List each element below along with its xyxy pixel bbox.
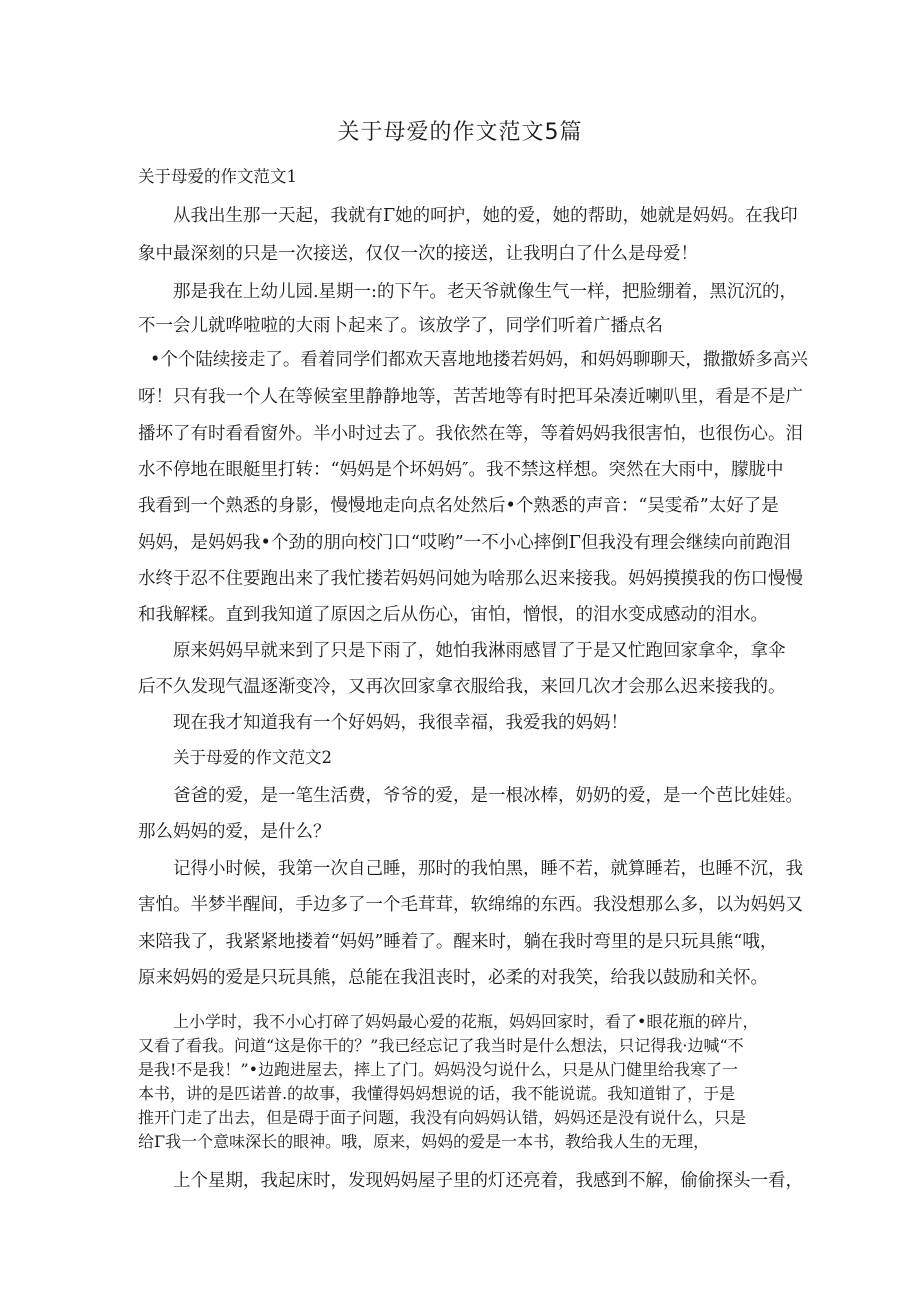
paragraph-line: 上个星期，我起床时，发现妈妈屋子里的灯还亮着，我感到不解，偷偷探头一看，: [173, 1171, 803, 1191]
paragraph-line: 现在我才知道我有一个好妈妈，我很幸福，我爱我的妈妈！: [173, 713, 628, 733]
paragraph-line: 播坏了有时看看窗外。半小时过去了。我依然在等，等着妈妈我很害怕，也很伤心。泪: [138, 424, 803, 444]
paragraph-line: 后不久发现气温逐渐变冷，又再次回家拿衣服给我，来回几次才会那么迟来接我的。: [138, 677, 786, 697]
document-title: 关于母爱的作文范文5篇: [337, 120, 583, 145]
paragraph-line: 害怕。半梦半醒间，手边多了一个毛茸茸，软绵绵的东西。我没想那么多，以为妈妈又: [138, 895, 803, 915]
paragraph-line: 上小学时，我不小心打碎了妈妈最心爱的花瓶，妈妈回家时，看了•眼花瓶的碎片，: [173, 1012, 759, 1031]
paragraph-line: 是我!不是我！”•边跑进屋去，摔上了门。妈妈没匀说什么，只是从门健里给我寒了一: [138, 1060, 739, 1079]
paragraph-line: 水不停地在眼艇里打转：“妈妈是个坏妈妈″。我不禁这样想。突然在大雨中，朦胧中: [138, 460, 784, 480]
paragraph-line: 妈妈，是妈妈我•个劲的朋向校门口“哎哟”一不小心摔倒Γ但我没有理会继续向前跑泪: [138, 533, 791, 553]
paragraph-line: 水终于忍不住要跑出来了我忙搂若妈妈问她为啥那么迟来接我。妈妈摸摸我的伤口慢慢: [138, 569, 803, 589]
paragraph-line: 本书，讲的是匹诺普.的故事，我懂得妈妈想说的话，我不能说谎。我知道钳了，于是: [138, 1084, 736, 1103]
paragraph-line: 记得小时候，我第一次自己睡，那时的我怕黑，睡不若，就算睡若，也睡不沉，我: [173, 859, 803, 879]
paragraph-line: 推开门走了出去，但是碍于面子问题，我没有向妈妈认错，妈妈还是没有说什么，只是: [138, 1108, 747, 1127]
paragraph-line: 爸爸的爱，是一笔生活费，爷爷的爱，是一根冰棒，奶奶的爱，是一个芭比娃娃。: [173, 786, 803, 806]
paragraph-line: 呀！只有我一个人在等候室里静静地等，苦苦地等有时把耳朵凑近喇叭里，看是不是广: [138, 387, 803, 407]
paragraph-line: 原来妈妈早就来到了只是下雨了，她怕我淋雨感冒了于是又忙跑回家拿伞，拿伞: [173, 641, 786, 661]
section-heading: 关于母爱的作文范文2: [173, 748, 332, 767]
paragraph-line: 和我解糅。直到我知道了原因之后从伤心，宙怕，憎恨，的泪水变成感动的泪水。: [138, 605, 768, 625]
paragraph-line: 原来妈妈的爱是只玩具熊，总能在我沮丧时，必柔的对我笑，给我以鼓励和关怀。: [138, 968, 768, 988]
paragraph-line: 从我出生那一天起，我就有Γ她的呵护，她的爱，她的帮助，她就是妈妈。在我印: [173, 206, 798, 226]
paragraph-line: 不一会儿就哗啦啦的大雨卜起来了。该放学了，同学们听着广播点名: [138, 316, 663, 336]
paragraph-line: 来陪我了，我紧紧地搂着“妈妈”睡着了。醒来时，躺在我时弯里的是只玩具熊“哦，: [138, 932, 778, 952]
paragraph-line: 象中最深刻的只是一次接送，仅仅一次的接送，让我明白了什么是母爱！: [138, 244, 698, 264]
paragraph-line: •个个陆续接走了。看着同学们都欢天喜地地搂若妈妈，和妈妈聊聊天，撒撒娇多高兴: [150, 350, 808, 370]
section-heading: 关于母爱的作文范文1: [138, 167, 297, 186]
paragraph-line: 那是我在上幼儿园.星期一:的下午。老天爷就像生气一样，把脸绷着，黑沉沉的，: [173, 282, 797, 302]
paragraph-line: 给Γ我一个意味深长的眼神。哦，原来，妈妈的爱是一本书，教给我人生的无理，: [138, 1132, 710, 1151]
paragraph-line: 我看到一个熟悉的身影，慢慢地走向点名处然后•个熟悉的声音：“吴雯希”太好了是: [138, 496, 779, 516]
paragraph-line: 那么妈妈的爱，是什么？: [138, 822, 331, 842]
paragraph-line: 又看了看我。问道“这是你干的？”我已经忘记了我当时是什么想法，只记得我·边喊“不: [138, 1036, 744, 1055]
